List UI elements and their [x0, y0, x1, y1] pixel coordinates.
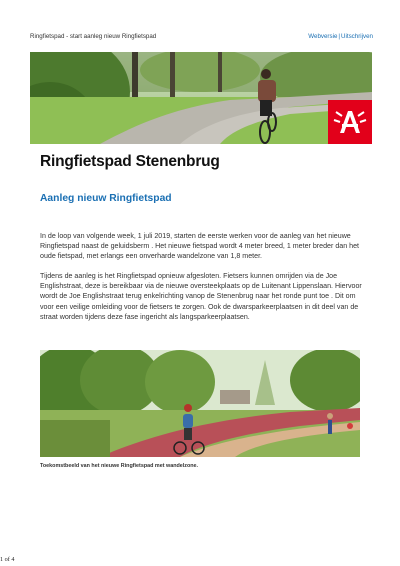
preheader-text: Ringfietspad - start aanleg nieuw Ringfietspad — [30, 33, 157, 40]
cyclist-on-bike-path-photo — [30, 52, 372, 144]
article-subtitle: Aanleg nieuw Ringfietspad — [40, 193, 172, 204]
paragraph-detour: Tijdens de aanleg is het Ringfietspad opnieuw afgesloten. Fietsers kunnen omrijden via de Joe Englishstraat, deze is bereikbaar via de nieuwe oversteekplaats op de Luitenant Lippenslaan. Hiervoor wordt de Joe Englishstraat terug enkelrichting vanop de Stenenbrug naar het ronde punt toe . Dit om voor een veilige omleiding voor de fietsers te zorgen. Ook de dwarsparkeerplaatsen in dit deel van de straat worden tijdens deze fase ingericht als langsparkeerplaatsen. — [40, 272, 362, 321]
hero-image — [30, 52, 372, 144]
paragraph-intro: In de loop van volgende week, 1 juli 2019, starten de eerste werken voor de aanleg van het nieuwe Ringfietspad naast de geluidsberm . Het nieuwe fietspad wordt 4 meter breed, 1 meter breder dan het oude fietspad, met erlangs een onverharde wandelzone van 1,8 meter. — [40, 232, 360, 261]
ringfietspad-render-photo — [40, 350, 360, 457]
antwerpen-a-logo[interactable] — [328, 100, 372, 144]
link-separator: | — [338, 33, 341, 40]
webversion-link[interactable]: Webversie — [308, 33, 338, 40]
header-links — [308, 33, 373, 40]
unsubscribe-link[interactable]: Uitschrijven — [341, 33, 373, 40]
email-top-bar — [30, 33, 373, 45]
image-caption: Toekomstbeeld van het nieuwe Ringfietspad met wandelzone. — [40, 463, 199, 469]
article-title: Ringfietspad Stenenbrug — [40, 153, 220, 170]
future-view-image — [40, 350, 360, 457]
page-indicator: 1 of 4 — [0, 556, 15, 563]
logo-mark-icon — [328, 100, 372, 144]
